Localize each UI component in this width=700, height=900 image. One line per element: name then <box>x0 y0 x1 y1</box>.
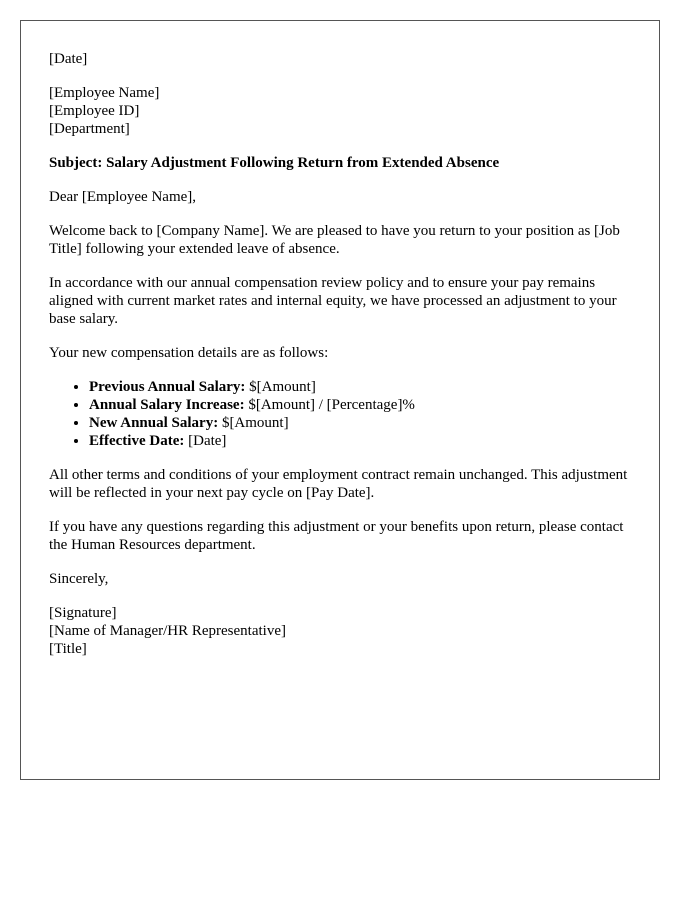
detail-new-salary <box>89 414 631 432</box>
sign-off: Sincerely, <box>49 571 109 587</box>
recipient-name: [Employee Name] <box>49 85 160 101</box>
detail-label: New Annual Salary: <box>89 415 219 431</box>
detail-value: $[Amount] <box>218 415 289 431</box>
detail-previous-salary <box>89 378 631 396</box>
detail-label: Effective Date: <box>89 433 185 449</box>
detail-label: Previous Annual Salary: <box>89 379 246 395</box>
recipient-id: [Employee ID] <box>49 103 140 119</box>
paragraph-terms: All other terms and conditions of your employment contract remain unchanged. This adjustment will be reflected in your next pay cycle on [Pay Date]. <box>49 467 628 501</box>
salutation: Dear [Employee Name], <box>49 189 197 205</box>
date-text: [Date] <box>49 51 88 67</box>
letter-page <box>20 20 660 780</box>
paragraph-details-intro: Your new compensation details are as follows: <box>49 345 329 361</box>
detail-value: $[Amount] / [Percentage]% <box>244 397 415 413</box>
detail-value: [Date] <box>184 433 227 449</box>
letter-date <box>49 50 631 68</box>
signer-name: [Name of Manager/HR Representative] <box>49 623 286 639</box>
paragraph-questions: If you have any questions regarding this adjustment or your benefits upon return, please contact the Human Resources department. <box>49 519 624 553</box>
paragraph-policy: In accordance with our annual compensation review policy and to ensure your pay remains aligned with current market rates and internal equity, we have processed an adjustment to your base salary. <box>49 275 617 327</box>
signature-block <box>49 604 631 658</box>
subject-line: Subject: Salary Adjustment Following Return from Extended Absence <box>49 155 500 171</box>
compensation-details-list <box>49 378 631 450</box>
detail-value: $[Amount] <box>245 379 316 395</box>
detail-salary-increase <box>89 396 631 414</box>
detail-label: Annual Salary Increase: <box>89 397 245 413</box>
paragraph-welcome: Welcome back to [Company Name]. We are pleased to have you return to your position as [Job Title] following your extended leave of absence. <box>49 223 620 257</box>
signer-title: [Title] <box>49 641 87 657</box>
detail-effective-date <box>89 432 631 450</box>
recipient-department: [Department] <box>49 121 130 137</box>
recipient-block <box>49 84 631 138</box>
signature-placeholder: [Signature] <box>49 605 117 621</box>
